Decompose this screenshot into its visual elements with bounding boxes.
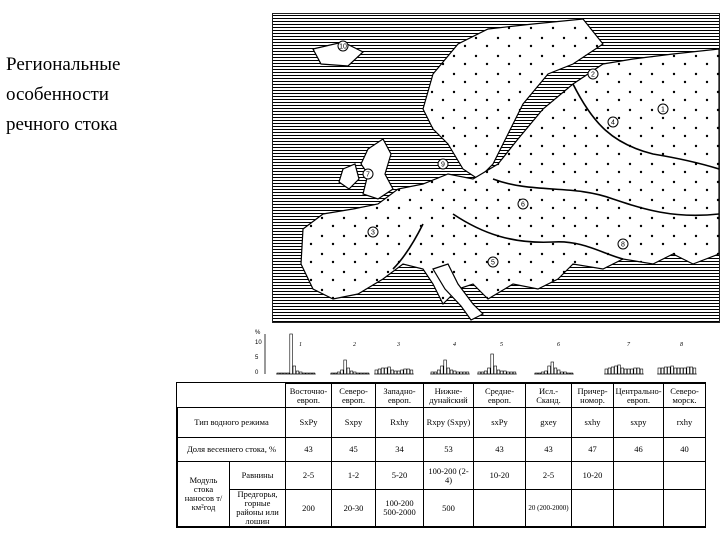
histogram-label: 6: [557, 342, 560, 348]
histogram-bar: [640, 369, 643, 374]
table-cell: [614, 462, 664, 490]
row-sublabel: Предгорья, горные районы или лошин: [230, 490, 286, 527]
table-cell: 40: [664, 438, 706, 462]
title-line: речного стока: [6, 114, 118, 135]
table-cell: Rxpy (Sxpy): [424, 408, 474, 438]
histogram-bar: [401, 370, 404, 374]
zone-label: 8: [621, 241, 625, 249]
table-cell: 53: [424, 438, 474, 462]
header-cell: Исл.-Сканд.: [526, 384, 572, 408]
header-cell: Центрально-европ.: [614, 384, 664, 408]
histogram-bar: [671, 366, 674, 374]
table-cell: rxhy: [664, 408, 706, 438]
histogram-bar: [664, 367, 667, 374]
histogram-bar: [293, 366, 296, 374]
histogram-bar: [388, 367, 391, 374]
zone-label: 7: [366, 171, 370, 179]
histogram-bar: [394, 371, 397, 374]
histogram-bar: [437, 370, 440, 374]
histogram-bar: [615, 366, 618, 374]
table-cell: 46: [614, 438, 664, 462]
row-label: Доля весеннего стока, %: [178, 438, 286, 462]
histogram-bar: [693, 368, 696, 374]
header-cell: Нижне-дунайский: [424, 384, 474, 408]
histogram-bar: [375, 370, 378, 374]
histogram-bar: [684, 368, 687, 374]
row-label: Тип водного режима: [178, 408, 286, 438]
histogram-bar: [410, 370, 413, 374]
table-cell: [664, 462, 706, 490]
header-row: [178, 384, 706, 408]
histogram-bar: [453, 371, 456, 374]
table-cell: 1-2: [332, 462, 376, 490]
histogram-bar: [545, 371, 548, 374]
histogram-bar: [344, 360, 347, 374]
map-drawing: [273, 14, 719, 322]
zone-label: 5: [491, 259, 495, 267]
axis-tick: 10: [255, 340, 262, 346]
table-cell: 2-5: [286, 462, 332, 490]
table-row: [178, 438, 706, 462]
header-cell: Западно-европ.: [376, 384, 424, 408]
title-line: Региональные: [6, 54, 121, 75]
histogram-bar: [624, 369, 627, 374]
histogram-bar: [494, 366, 497, 374]
histogram-bar: [444, 360, 447, 374]
histogram-bar: [504, 371, 507, 374]
histogram-bar: [441, 366, 444, 374]
table-cell: 10-20: [474, 462, 526, 490]
histogram-bar: [404, 369, 407, 374]
histogram-bar: [296, 371, 299, 374]
histogram-bar: [397, 371, 400, 374]
corner-cell: [178, 384, 286, 408]
table-cell: Rxhy: [376, 408, 424, 438]
header-cell: Восточно-европ.: [286, 384, 332, 408]
histogram-bar: [341, 370, 344, 374]
histogram-bar: [618, 365, 621, 374]
histogram-bar: [407, 369, 410, 374]
europe-map: [272, 13, 720, 323]
histogram-bar: [557, 370, 560, 374]
histogram-bar: [548, 366, 551, 374]
header-cell: Северо-европ.: [332, 384, 376, 408]
histogram-bar: [450, 370, 453, 374]
table-cell: 45: [332, 438, 376, 462]
table-cell: [572, 490, 614, 527]
histogram-bar: [381, 368, 384, 374]
zone-label: 6: [521, 201, 525, 209]
axis-label: %: [255, 330, 261, 336]
histogram-bar: [687, 367, 690, 374]
zone-label: 9: [441, 161, 445, 169]
table-cell: sxpy: [614, 408, 664, 438]
histogram-bar: [627, 369, 630, 374]
table-cell: sxPy: [474, 408, 526, 438]
title-line: особенности: [6, 84, 109, 105]
histogram-bar: [554, 368, 557, 374]
zone-label: 4: [611, 119, 615, 127]
table-cell: [614, 490, 664, 527]
histogram-bar: [488, 368, 491, 374]
table-cell: 47: [572, 438, 614, 462]
histogram-bar: [484, 371, 487, 374]
histogram-bar: [634, 368, 637, 374]
table-cell: 2-5: [526, 462, 572, 490]
histogram-label: 4: [453, 342, 456, 348]
table-cell: 43: [286, 438, 332, 462]
axis-tick: 0: [255, 370, 259, 376]
zone-label: 1: [661, 106, 665, 114]
histogram-bar: [378, 369, 381, 374]
hydrograph-drawing: [253, 328, 713, 380]
histogram-label: 8: [680, 342, 683, 348]
table-cell: SxPy: [286, 408, 332, 438]
table-cell: 43: [474, 438, 526, 462]
table-cell: 10-20: [572, 462, 614, 490]
histogram-label: 2: [353, 342, 356, 348]
zone-label: 10: [339, 43, 347, 51]
header-cell: Средне-европ.: [474, 384, 526, 408]
row-sublabel: Равнины: [230, 462, 286, 490]
table-cell: gxey: [526, 408, 572, 438]
histogram-bar: [500, 371, 503, 374]
table-cell: sxhy: [572, 408, 614, 438]
table-cell: Sxpy: [332, 408, 376, 438]
histogram-bar: [637, 368, 640, 374]
table-cell: 100-200 500-2000: [376, 490, 424, 527]
histogram-group: [276, 334, 697, 374]
row-label: Модуль стока наносов т/км²год: [178, 462, 230, 527]
hydrograph-strip: [253, 328, 713, 380]
histogram-label: 3: [397, 342, 400, 348]
histogram-bar: [677, 368, 680, 374]
histogram-bar: [497, 370, 500, 374]
table-cell: 200: [286, 490, 332, 527]
histogram-bar: [668, 367, 671, 374]
histogram-label: 1: [299, 342, 302, 348]
histogram-bar: [447, 368, 450, 374]
table-grid: [177, 383, 706, 527]
histogram-bar: [491, 354, 494, 374]
zone-label: 2: [591, 71, 595, 79]
histogram-bar: [661, 368, 664, 374]
histogram-bar: [350, 371, 353, 374]
histogram-bar: [658, 368, 661, 374]
histogram-bar: [608, 368, 611, 374]
histogram-bar: [347, 368, 350, 374]
table-cell: 20 (200-2000): [526, 490, 572, 527]
table-row: [178, 408, 706, 438]
histogram-label: 5: [500, 342, 503, 348]
table-cell: [664, 490, 706, 527]
histogram-bar: [621, 368, 624, 374]
histogram-bar: [290, 334, 293, 374]
histogram-bar: [385, 368, 388, 374]
table-cell: 34: [376, 438, 424, 462]
table-cell: 500: [424, 490, 474, 527]
table-cell: 100-200 (2-4): [424, 462, 474, 490]
axis-tick: 5: [255, 355, 259, 361]
histogram-bar: [680, 368, 683, 374]
table-cell: 20-30: [332, 490, 376, 527]
histogram-bar: [391, 370, 394, 374]
histogram-bar: [674, 368, 677, 374]
histogram-bar: [551, 362, 554, 374]
histogram-bar: [690, 367, 693, 374]
histogram-label: 7: [627, 342, 630, 348]
header-cell: Причер-номор.: [572, 384, 614, 408]
slide-title: [6, 50, 176, 140]
runoff-table: [176, 382, 706, 528]
histogram-bar: [631, 369, 634, 374]
table-cell: 5-20: [376, 462, 424, 490]
histogram-bar: [605, 369, 608, 374]
header-cell: Северо-морск.: [664, 384, 706, 408]
table-cell: 43: [526, 438, 572, 462]
table-row: [178, 490, 706, 527]
table-cell: [474, 490, 526, 527]
zone-label: 3: [371, 229, 375, 237]
histogram-bar: [611, 367, 614, 374]
table-row: [178, 462, 706, 490]
